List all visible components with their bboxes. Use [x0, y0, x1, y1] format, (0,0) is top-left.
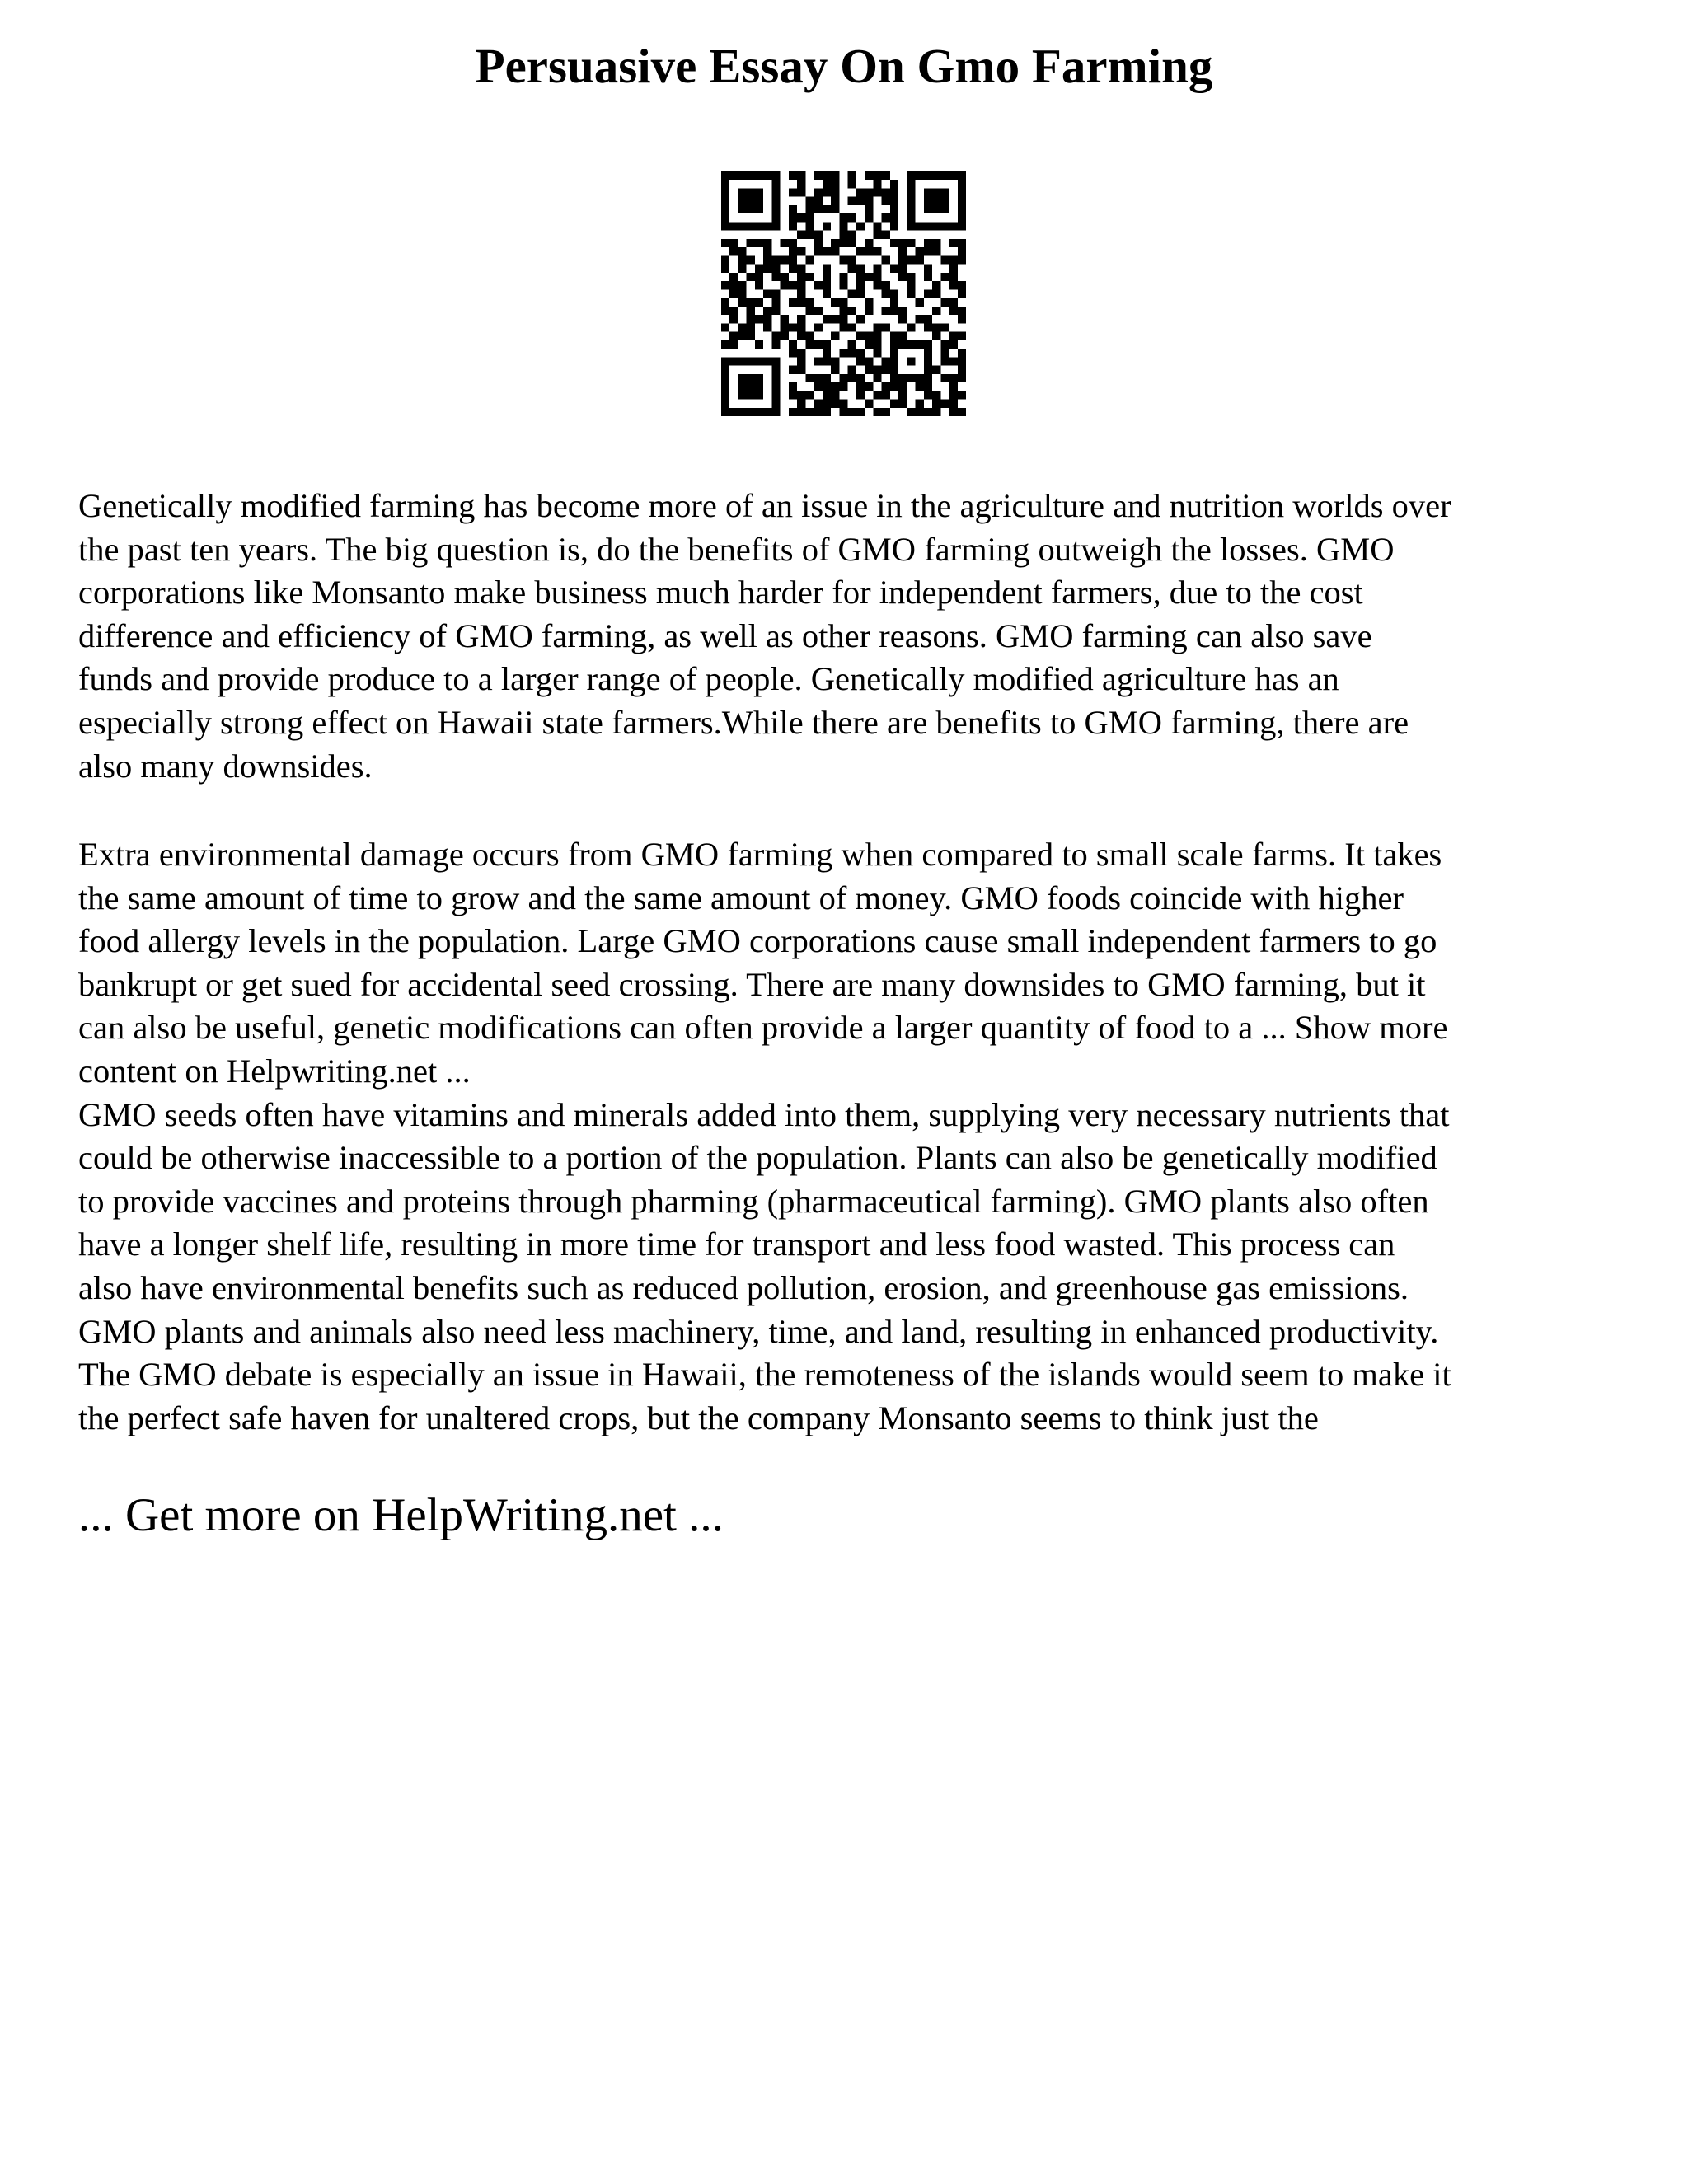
text-line: GMO seeds often have vitamins and minerals added into them, supplying very necessary nutrients that	[78, 1095, 1450, 1133]
text-line: could be otherwise inaccessible to a portion of the population. Plants can also be genetically modified	[78, 1139, 1437, 1177]
text-line: corporations like Monsanto make business much harder for independent farmers, due to the cost	[78, 574, 1363, 612]
text-line: especially strong effect on Hawaii state farmers.While there are benefits to GMO farming, there are	[78, 703, 1409, 741]
text-line: funds and provide produce to a larger range of people. Genetically modified agriculture has an	[78, 660, 1339, 698]
essay-paragraph-2	[78, 833, 1628, 1440]
essay-paragraph-1	[78, 485, 1628, 788]
text-line: The GMO debate is especially an issue in Hawaii, the remoteness of the islands would seem to make it	[78, 1356, 1451, 1394]
text-line: can also be useful, genetic modifications can often provide a larger quantity of food to a ... Show more	[78, 1009, 1448, 1047]
text-line: the perfect safe haven for unaltered crops, but the company Monsanto seems to think just the	[78, 1399, 1319, 1436]
text-line: have a longer shelf life, resulting in more time for transport and less food wasted. This process can	[78, 1226, 1395, 1263]
text-line: difference and efficiency of GMO farming, as well as other reasons. GMO farming can also save	[78, 616, 1372, 654]
qr-code-icon	[721, 171, 966, 416]
text-line: content on Helpwriting.net ...	[78, 1052, 471, 1090]
text-line: GMO plants and animals also need less machinery, time, and land, resulting in enhanced productivity.	[78, 1312, 1439, 1350]
get-more-link[interactable]: ... Get more on HelpWriting.net ...	[78, 1489, 724, 1541]
text-line: the same amount of time to grow and the same amount of money. GMO foods coincide with higher	[78, 879, 1404, 916]
text-line: bankrupt or get sued for accidental seed crossing. There are many downsides to GMO farming, but it	[78, 965, 1426, 1003]
document-title: Persuasive Essay On Gmo Farming	[475, 39, 1213, 93]
text-line: to provide vaccines and proteins through pharming (pharmaceutical farming). GMO plants also often	[78, 1182, 1429, 1220]
text-line: the past ten years. The big question is, do the benefits of GMO farming outweigh the losses. GMO	[78, 530, 1395, 568]
text-line: Genetically modified farming has become more of an issue in the agriculture and nutrition worlds over	[78, 487, 1451, 524]
text-line: also many downsides.	[78, 747, 373, 785]
text-line: also have environmental benefits such as reduced pollution, erosion, and greenhouse gas emissions.	[78, 1268, 1409, 1306]
text-line: food allergy levels in the population. Large GMO corporations cause small independent farmers to go	[78, 922, 1437, 960]
text-line: Extra environmental damage occurs from GMO farming when compared to small scale farms. It takes	[78, 836, 1442, 873]
